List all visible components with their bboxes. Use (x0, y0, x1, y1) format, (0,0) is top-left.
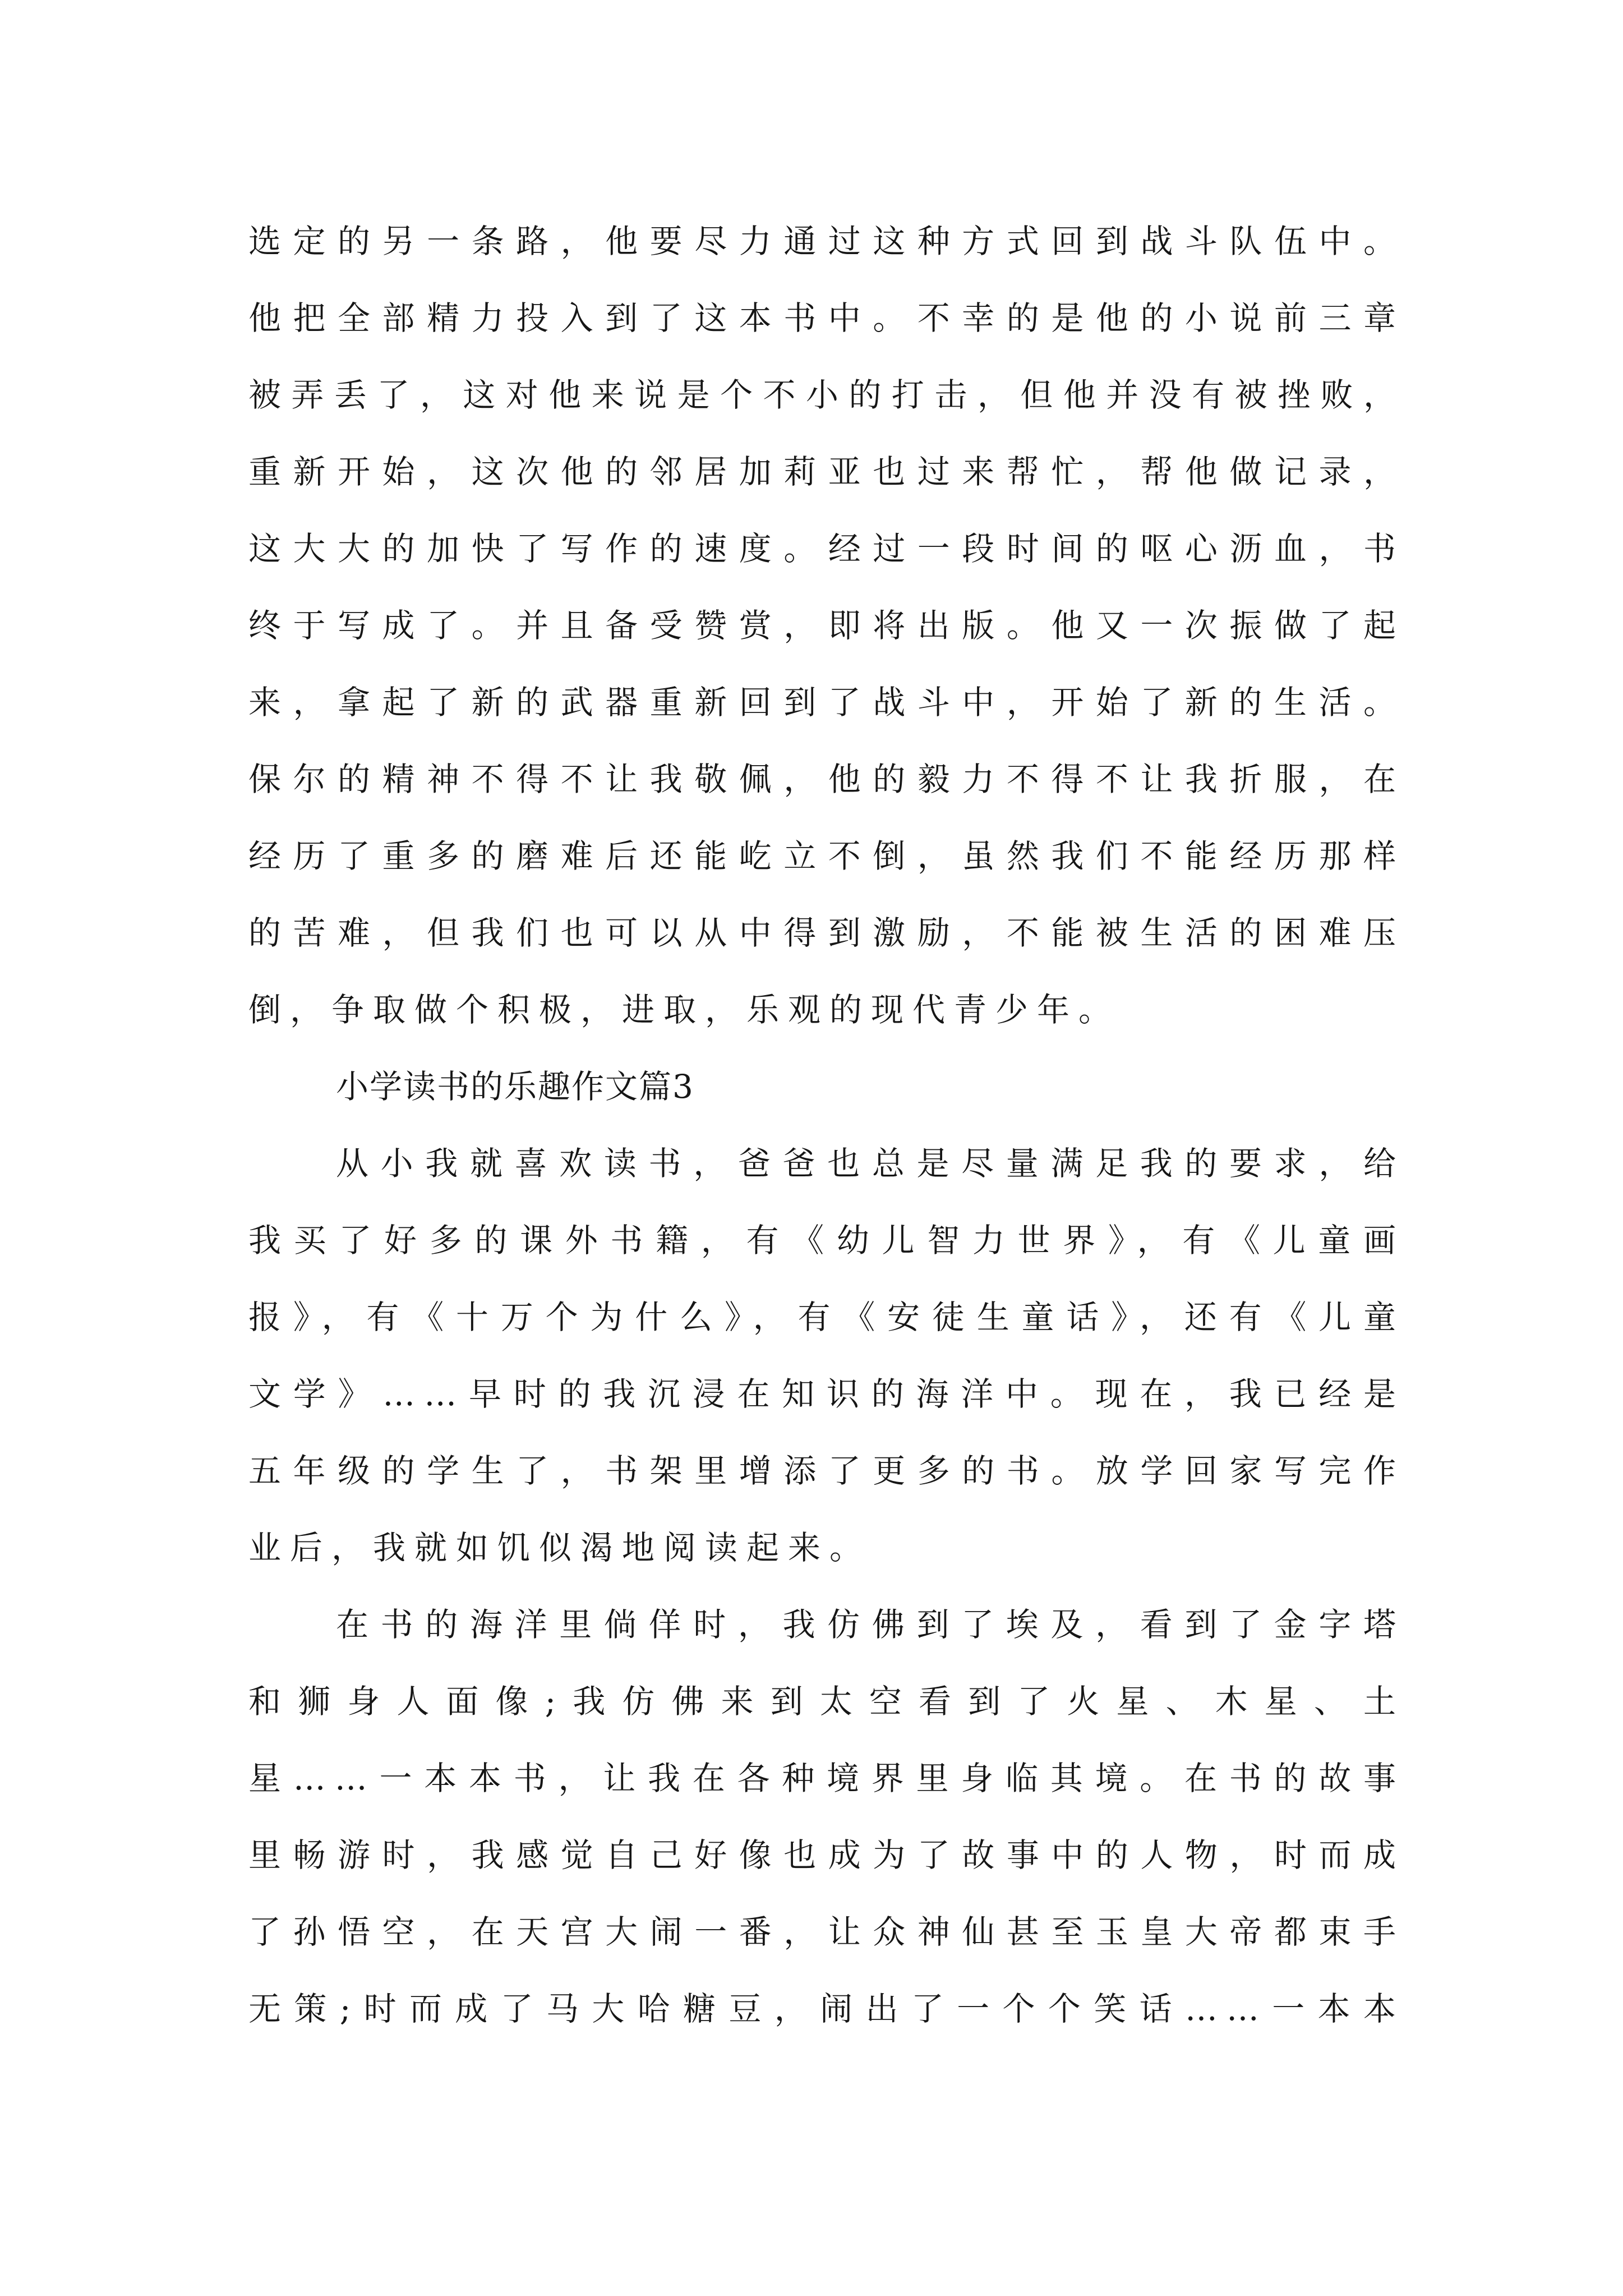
text-line: 被弄丢了，这对他来说是个不小的打击，但他并没有被挫败， (248, 376, 1405, 414)
text-line: 文学》……早时的我沉浸在知识的海洋中。现在，我已经是 (248, 1375, 1405, 1413)
text-line: 的苦难，但我们也可以从中得到激励，不能被生活的困难压 (248, 914, 1405, 952)
paragraph-end-line: 倒，争取做个积极，进取，乐观的现代青少年。 (248, 991, 1121, 1029)
paragraph-first-line: 在书的海洋里倘佯时，我仿佛到了埃及，看到了金字塔 (336, 1605, 1405, 1644)
text-line: 了孙悟空，在天宫大闹一番，让众神仙甚至玉皇大帝都束手 (248, 1913, 1405, 1951)
text-line: 报》，有《十万个为什么》，有《安徒生童话》，还有《儿童 (248, 1298, 1405, 1336)
text-line: 来，拿起了新的武器重新回到了战斗中，开始了新的生活。 (248, 683, 1405, 721)
paragraph-end-line: 业后，我就如饥似渴地阅读起来。 (248, 1529, 872, 1567)
text-line: 五年级的学生了，书架里增添了更多的书。放学回家写完作 (248, 1452, 1405, 1490)
text-line: 他把全部精力投入到了这本书中。不幸的是他的小说前三章 (248, 299, 1405, 337)
text-line: 我买了好多的课外书籍，有《幼儿智力世界》，有《儿童画 (248, 1221, 1405, 1259)
body-text (248, 203, 1405, 2047)
text-line: 星……一本本书，让我在各种境界里身临其境。在书的故事 (248, 1759, 1405, 1797)
text-line: 里畅游时，我感觉自己好像也成为了故事中的人物，时而成 (248, 1836, 1405, 1874)
text-line: 选定的另一条路，他要尽力通过这种方式回到战斗队伍中。 (248, 222, 1405, 260)
section-heading: 小学读书的乐趣作文篇3 (336, 1068, 694, 1106)
text-line: 和狮身人面像;我仿佛来到太空看到了火星、木星、土 (248, 1682, 1405, 1720)
text-line: 保尔的精神不得不让我敬佩，他的毅力不得不让我折服，在 (248, 760, 1405, 798)
text-line: 重新开始，这次他的邻居加莉亚也过来帮忙，帮他做记录， (248, 453, 1405, 491)
paragraph-first-line: 从小我就喜欢读书，爸爸也总是尽量满足我的要求，给 (336, 1144, 1405, 1182)
text-line: 经历了重多的磨难后还能屹立不倒，虽然我们不能经历那样 (248, 837, 1405, 875)
text-line: 这大大的加快了写作的速度。经过一段时间的呕心沥血，书 (248, 530, 1405, 568)
text-line: 终于写成了。并且备受赞赏，即将出版。他又一次振做了起 (248, 606, 1405, 645)
text-line: 无策;时而成了马大哈糖豆，闹出了一个个笑话……一本本 (248, 1990, 1405, 2028)
